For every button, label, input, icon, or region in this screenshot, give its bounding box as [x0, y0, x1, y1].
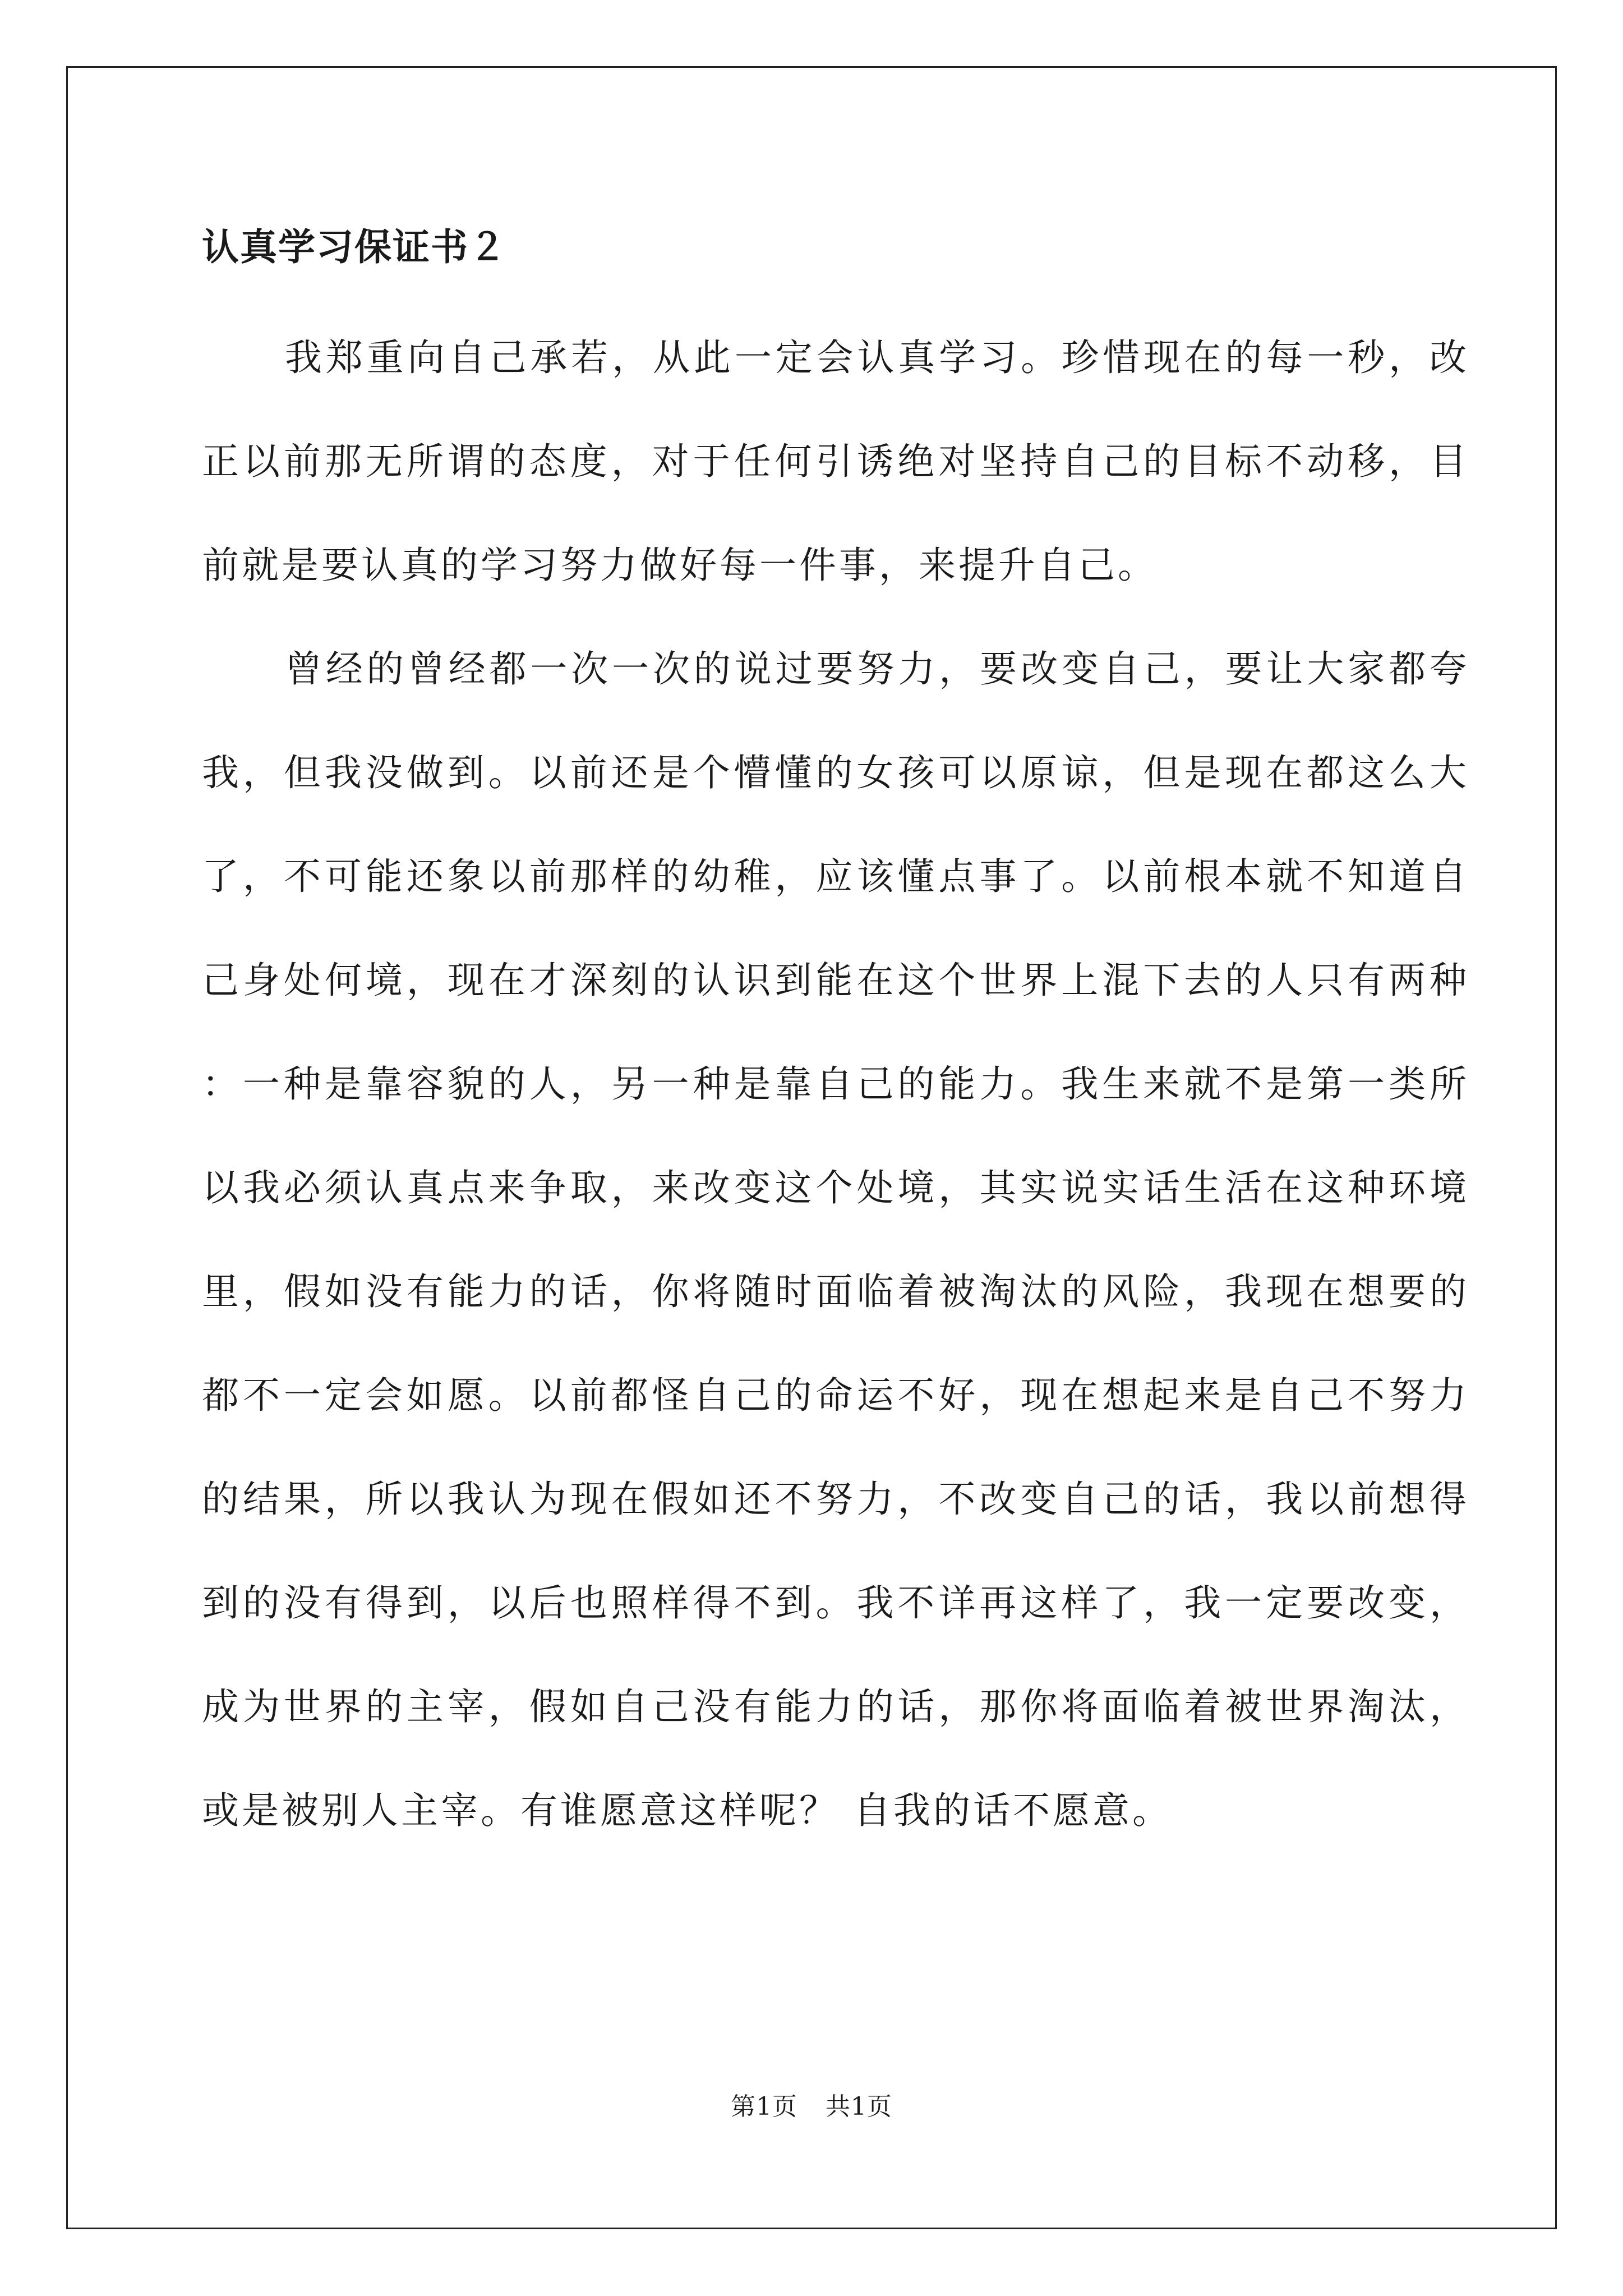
paragraph-2: 曾经的曾经都一次一次的说过要努力，要改变自己，要让大家都夸我，但我没做到。以前还是个懵懂的女孩可以原谅，但是现在都这么大了，不可能还象以前那样的幼稚，应该懂点事了。以前根本就不知道自己身处何境，现在才深刻的认识到能在这个世界上混下去的人只有两种 ：一种是靠容貌的人，另一种是靠自己的能力。我生来就不是第一类所以我必须认真点来争取，来改变这个处境，其实说实话生活在这种环境里，假如没有能力的话，你将随时面临着被淘汰的风险，我现在想要的都不一定会如愿。以前都怪自己的命运不好，现在想起来是自己不努力的结果，所以我认为现在假如还不努力，不改变自己的话，我以前想得到的没有得到，以后也照样得不到。我不详再这样了，我一定要改变，成为世界的主宰，假如自己没有能力的话，那你将面临着被世界淘汰，或是被别人主宰。有谁愿意这样呢？ 自我的话不愿意。: [202, 647, 1469, 1832]
page-number-total: 共1页: [826, 2092, 892, 2121]
page-footer: [0, 2090, 1623, 2124]
paragraph-1: 我郑重向自己承若，从此一定会认真学习。珍惜现在的每一秒，改正以前那无所谓的态度，对于任何引诱绝对坚持自己的目标不动移，目前就是要认真的学习努力做好每一件事，来提升自己。: [202, 336, 1469, 587]
document-body: [202, 222, 1469, 1862]
document-title: 认真学习保证书２: [202, 225, 507, 269]
page-number-current: 第1页: [731, 2092, 797, 2121]
